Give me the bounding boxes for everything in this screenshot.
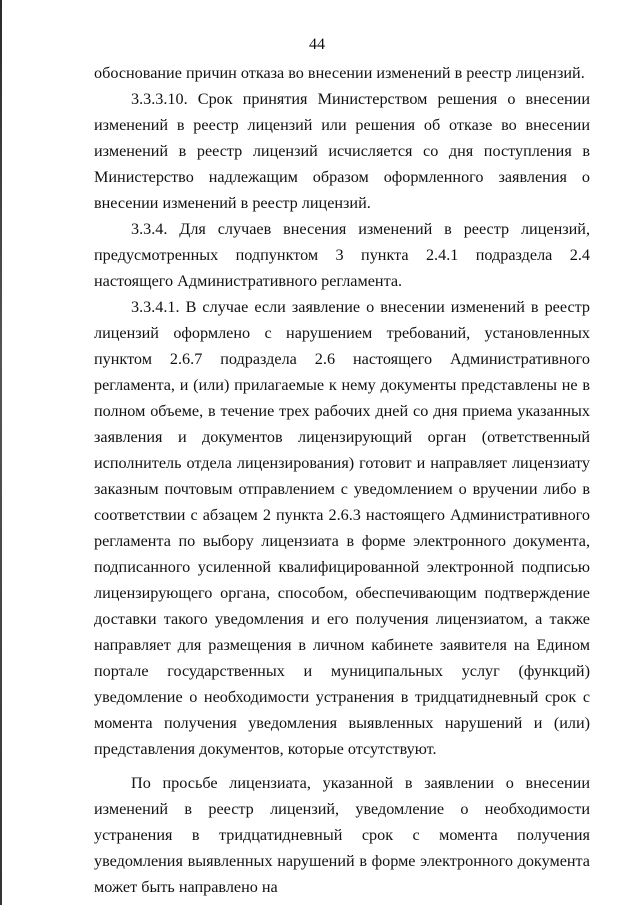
paragraph-5: По просьбе лицензиата, указанной в заявлении о внесении изменений в реестр лицензий, уведомление о необходимости устранения в тридцатидневный срок с момента получения уведомления выявленных нарушений в форме электронного документа может быть направлено на (94, 774, 590, 896)
paragraph-2: 3.3.3.10. Срок принятия Министерством решения о внесении изменений в реестр лицензий или решения об отказе во внесении изменений в реестр лицензий исчисляется со дня поступления в Министерство надлежащим образом оформленного заявления о внесении изменений в реестр лицензий. (94, 90, 590, 212)
document-body (94, 60, 590, 900)
paragraph-4: 3.3.4.1. В случае если заявление о внесении изменений в реестр лицензий оформлено с нарушением требований, установленных пунктом 2.6.7 подраздела 2.6 настоящего Административного регламента, и (или) прилагаемые к нему документы представлены не в полном объеме, в течение трех рабочих дней со дня приема указанных заявления и документов лицензирующий орган (ответственный исполнитель отдела лицензирования) готовит и направляет лицензиату заказным почтовым отправлением с уведомлением о вручении либо в соответствии с абзацем 2 пункта 2.6.3 настоящего Административного регламента по выбору лицензиата в форме электронного документа, подписанного усиленной квалифицированной электронной подписью лицензирующего органа, способом, обеспечивающим подтверждение доставки такого уведомления и его получения лицензиатом, а также направляет для размещения в личном кабинете заявителя на Едином портале государственных и муниципальных услуг (функций) уведомление о необходимости устранения в тридцатидневный срок с момента получения уведомления выявленных нарушений и (или) представления документов, которые отсутствуют. (94, 298, 590, 758)
paragraph-1: обоснование причин отказа во внесении изменений в реестр лицензий. (94, 64, 585, 82)
page-number: 44 (309, 36, 325, 53)
paragraph-3: 3.3.4. Для случаев внесения изменений в реестр лицензий, предусмотренных подпунктом 3 пункта 2.4.1 подраздела 2.4 настоящего Административного регламента. (94, 220, 590, 290)
scan-edge (0, 0, 2, 905)
